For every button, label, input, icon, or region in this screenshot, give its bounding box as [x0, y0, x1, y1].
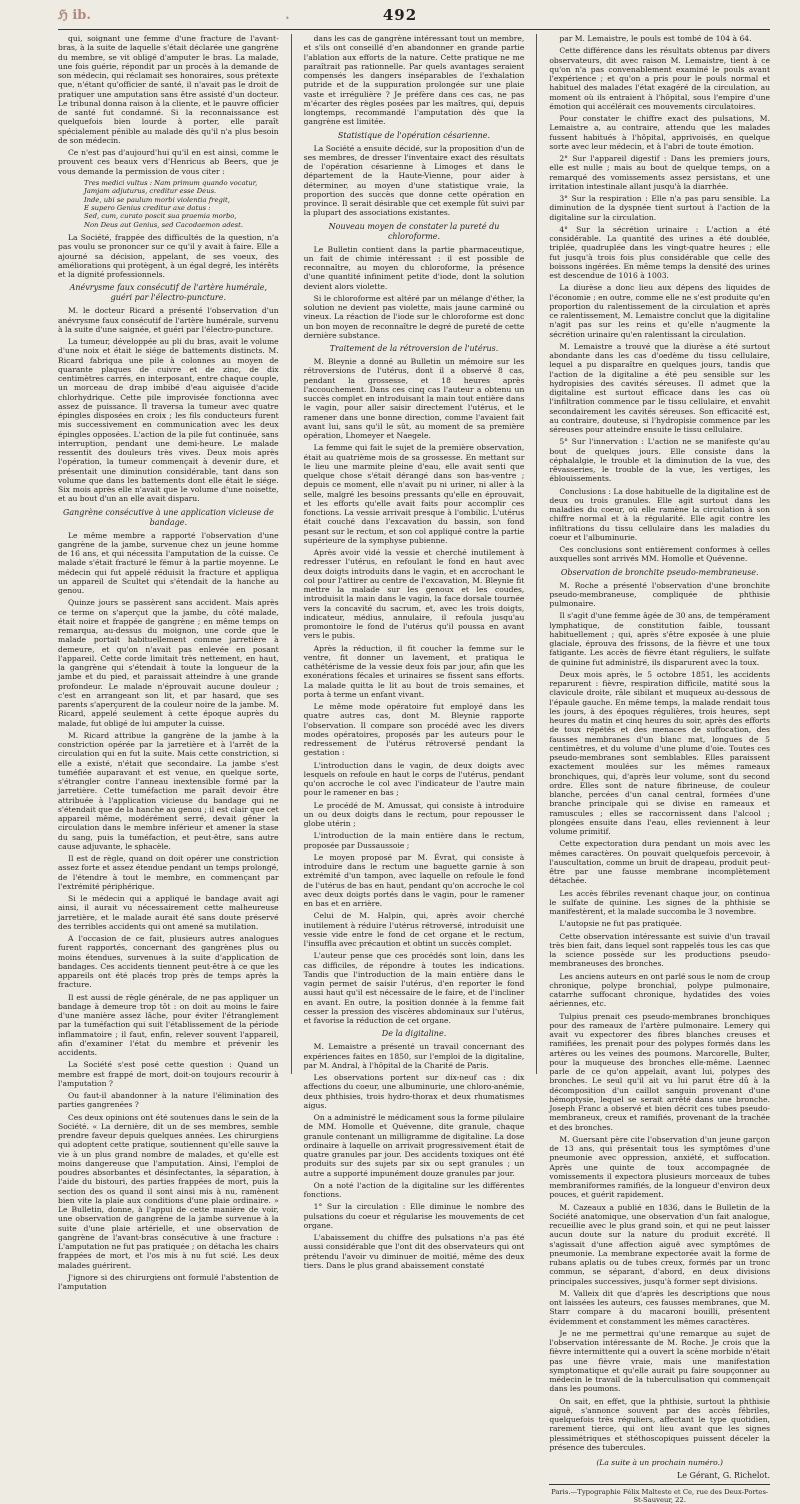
section-heading: Statistique de l'opération césarienne. [337, 130, 491, 140]
paragraph: Après avoir vidé la vessie et cherché inutilement à redresser l'utérus, en refoulant le fond en haut avec deux doigts introduits dans le vagin, et en accrochant le col pour l'attirer au centre de l'excavation, M. Bleynie fit mettre la malade sur les genoux et les coudes, introduisit la main dans le vagin, la face dorsale tournée vers la concavité du sacrum, et, avec les trois doigts, indicateur, médius, annulaire, il refoula jusqu'au promontoire le fond de l'utérus qu'il poussa en avant vers le pubis. [303, 548, 525, 641]
paragraph: Quinze jours se passèrent sans accident. Mais après ce terme on s'aperçut que la jambe, du côté malade, était noire et frappée de gangrène ; en même temps on remarqua, au-dessus du moignon, une corde que le malade portait habituellement comme jarretière à demeure, et qu'on n'avait pas enlevée en posant l'appareil. Cette corde limitait très nettement, en haut, la gangrène qui s'étendait à toute la longueur de la jambe et du pied, et paraissait atteindre à une grande profondeur. Le malade n'éprouvait aucune douleur ; c'est en arrangeant son lit, et par hasard, que ses parents s'aperçurent de la couleur noire de la jambe. M. Ricard, appelé seulement à cette époque auprès du malade, fut obligé de lui amputer la cuisse. [58, 598, 279, 728]
paragraph: Pour constater le chiffre exact des pulsations, M. Lemaistre a, au contraire, attendu que les malades fussent habitués à l'hôpital, apprivoisés, en quelque sorte avec leur médecin, et à l'abri de toute émotion. [549, 114, 771, 151]
paragraph: La diurèse a donc lieu aux dépens des liquides de l'économie ; en outre, comme elle ne s'est produite qu'en proportion du ralentissement de la circulation et après ce ralentissement, M. Lemaistre conclut que la digitaline n'agit pas sur les reins et qu'elle n'augmente la sécrétion urinaire qu'en ralentissant la circulation. [549, 283, 771, 339]
paragraph: A l'occasion de ce fait, plusieurs autres analogues furent rapportés, concernant des gangrènes plus ou moins étendues, survenues à la suite d'application de bandages. Ces accidents tiennent peut-être à ce que les appareils ont été placés trop près de temps après la fracture. [58, 934, 279, 990]
printer-line: Paris.—Typographie Félix Malteste et Ce, rue des Deux-Portes-St-Sauveur, 22. [551, 1488, 769, 1504]
paragraph: qui, soignant une femme d'une fracture de l'avant-bras, à la suite de laquelle s'était déclarée une gangrène du membre, se vit obligé d'amputer le bras. La malade, une fois guérie, répondit par un procès à la demande de son médecin, qui réclamait ses honoraires, sous prétexte que, n'étant qu'officier de santé, il n'avait pas le droit de pratiquer une amputation sans être assisté d'un docteur. Le tribunal donna raison à la cliente, et le pauvre officier de santé fut condamné. Si la reconnaissance est quelquefois bien lourde à porter, elle paraît spécialement pénible au malade dès qu'il n'a plus besoin de son médecin. [58, 34, 279, 145]
verse-line: Inde, ubi se paulum morbi violentia fregit, [84, 195, 230, 204]
latin-verse [84, 179, 279, 229]
column-2 [303, 34, 525, 1270]
paragraph: Le procédé de M. Amussat, qui consiste à introduire un ou deux doigts dans le rectum, pour repousser le globe utérin ; [303, 800, 525, 828]
paragraph: 5° Sur l'innervation : L'action ne se manifeste qu'au bout de quelques jours. Elle consiste dans la céphalalgie, le trouble et la diminution de la vue, des rêvasseries, le trouble de la vue, les vertiges, les éblouissements. [549, 437, 771, 484]
paragraph: 3° Sur la respiration : Elle n'a pas paru sensible. La diminution de la dyspnée tient surtout à l'action de la digitaline sur la circulation. [549, 194, 771, 222]
paragraph: M. Guersant père cite l'observation d'un jeune garçon de 13 ans, qui présentait tous les symptômes d'une pneumonie avec oppression, anxiété, et suffocation. Après une quinte de toux accompagnée de vomissements il expectora plusieurs morceaux de tubes membraniformes ramifiés, de la longueur d'environ deux pouces, et guérit rapidement. [549, 1134, 771, 1200]
paragraph: La tumeur, développée au pli du bras, avait le volume d'une noix et était le siége de battements distincts. M. Ricard fabriqua une pile à colonnes au moyen de quarante plaques de cuivre et de zinc, de dix centimètres carrés, en interposant, entre chaque couple, un morceau de drap imbibé d'eau aiguisée d'acide chlorhydrique. Cette pile improvisée fonctionna avec assez de puissance. Il traversa la tumeur avec quatre épingles disposées en croix ; les fils conducteurs furent mis successivement en communication avec les deux épingles opposées. L'action de la pile fut continuée, sans interruption, pendant une demi-heure. Le malade ressentit des douleurs très vives. Deux mois après l'opération, la tumeur commençait à devenir dure, et présentait une diminution considérable, tant dans son volume que dans les battements dont elle était le siége. Six mois après elle n'avait que le volume d'une noisette, et au bout d'un an elle avait disparu. [58, 337, 279, 504]
paragraph: Il s'agit d'une femme âgée de 30 ans, de tempérament lymphatique, de constitution faible, toussant habituellement ; qui, après s'être exposée à une pluie glaciale, éprouva des frissons, de la fièvre et une toux fatigante. Les accès de fièvre étant réguliers, le sulfate de quinine fut administré, ils disparurent avec la toux. [549, 611, 771, 667]
paragraph: Il est aussi de règle générale, de ne pas appliquer un bandage à demeure trop tôt : on doit au moins le faire d'une manière assez lâche, pour éviter l'étranglement par la tuméfaction qui suit l'établissement de la période inflammatoire ; il faut, enfin, relever souvent l'appareil, afin d'examiner l'état du membre et prévenir les accidents. [58, 992, 279, 1058]
paragraph: Les observations portent sur dix-neuf cas : dix affections du coeur, une albuminurie, une chloro-anémie, deux phthisies, trois hydro-thorax et deux rhumatismes aigus. [303, 1073, 525, 1110]
section-heading: Observation de bronchite pseudo-membraneuse. [560, 567, 759, 577]
paragraph: La Société a ensuite décidé, sur la proposition d'un de ses membres, de dresser l'inventaire exact des résultats de l'opération césarienne à Limoges et dans le département de la Haute-Vienne, pour aider à déterminer, au moyen d'une statistique vraie, la proportion des succès que donne cette opération en province. Il serait désirable que cet exemple fût suivi par la plupart des associations existantes. [303, 143, 525, 218]
paragraph: Cette différence dans les résultats obtenus par divers observateurs, dit avec raison M. Lemaistre, tient à ce qu'on n'a pas convenablement examiné le pouls avant l'expérience ; et qu'on a pris pour le pouls normal et habituel des malades l'état exagéré de la circulation, au moment où ils entraient à l'hôpital, sous l'empire d'une émotion qui accélérait ces mouvements circulatoires. [549, 46, 771, 111]
paragraph: L'introduction de la main entière dans le rectum, proposée par Dussaussoie ; [303, 831, 525, 850]
paragraph: L'introduction dans le vagin, de deux doigts avec lesquels on refoule en haut le corps de l'utérus, pendant qu'on accroche le col avec l'indicateur de l'autre main pour le ramener en bas ; [303, 760, 525, 798]
section-heading: De la digitaline. [381, 1029, 447, 1039]
library-stamp: ℌ ib. [58, 8, 91, 23]
header-mark: • [285, 14, 290, 23]
paragraph: Ces conclusions sont entièrement conformes à celles auxquelles sont arrivés MM. Homolle et Quévenne. [549, 545, 771, 564]
verse-line: Jamjam adjuturus, creditur esse Deus. [84, 187, 217, 196]
verse-line: Non Deus aut Genius, sed Cacodaemon adest. [84, 220, 244, 229]
verse-line: Tres medici vultus : Nam primum quando vocatur, [84, 178, 258, 187]
paragraph: Cette expectoration dura pendant un mois avec les mêmes caractères. On pouvait quelquefois percevoir, à l'auscultation, comme un bruit de drapeau, produit peut-être par une fausse membrane incomplètement détachée. [549, 839, 771, 886]
paragraph: Celui de M. Halpin, qui, après avoir cherché inutilement à réduire l'utérus rétroversé, introduisit une vessie vide entre le fond de cet organe et le rectum, l'insuffla avec précaution et obtint un succès complet. [303, 911, 525, 948]
verse-line: Sed, cum, curato poscit sua praemia morbo, [84, 212, 237, 221]
paragraph: M. Roche a présenté l'observation d'une bronchite pseudo-membraneuse, compliquée de phthisie pulmonaire. [549, 580, 771, 608]
paragraph: M. le docteur Ricard a présenté l'observation d'un anévrysme faux consécutif de l'artère humérale, survenu à la suite d'une saignée, et guéri par l'électro-puncture. [58, 306, 279, 334]
paragraph: 4° Sur la sécrétion urinaire : L'action a été considérable. La quantité des urines a été doublée, triplée, quadruplée dans les vingt-quatre heures ; elle fut jusqu'à trois fois plus considérable que celle des boissons ingérées. En même temps la densité des urines est descendue de 1016 à 1003. [549, 224, 771, 280]
paragraph: Deux mois après, le 5 octobre 1851, les accidents reparurent : fièvre, respiration difficile, matité sous la clavicule droite, râle sibilant et muqueux au-dessous de l'épaule gauche. En même temps, la malade rendait tous les jours, à des époques régulières, trois heures, sept heures du matin et cinq heures du soir, après des efforts de toux répétés et des menaces de suffocation, des fausses membranes d'un blanc mat, longues de 5 centimètres, et du volume d'une plume d'oie. Toutes ces pseudo-membranes sont semblables. Elles paraissent exactement moulées sur les mêmes rameaux bronchiques, qui, d'après leur volume, sont du second ordre. Elles sont de nature fibrineuse, de couleur blanche, percées d'un canal central, formées d'une branche principale qui se divise en rameaux et ramuscules ; elles se raccornissent dans l'alcool ; plongées ensuite dans l'eau, elles reviennent à leur volume primitif. [549, 669, 771, 836]
paragraph: Si le médecin qui a appliqué le bandage avait agi ainsi, il aurait vu nécessairement cette malheureuse jarretière, et le malade aurait été sans doute préservé des terribles accidents qui ont amené sa mutilation. [58, 894, 279, 931]
paragraph: 2° Sur l'appareil digestif : Dans les premiers jours, elle est nulle ; mais au bout de quelque temps, on a remarqué des vomissements assez persistans, et une irritation intestinale allant jusqu'à la diarrhée. [549, 154, 771, 191]
continuation-note: (La suite à un prochain numéro.) [596, 1458, 723, 1467]
paragraph: M. Lemaistre a présenté un travail concernant des expériences faites en 1850, sur l'emploi de la digitaline, par M. Andral, à l'hôpital de la Charité de Paris. [303, 1042, 525, 1070]
manager-signature: Le Gérant, G. Richelot. [676, 1471, 771, 1480]
paragraph: M. Ricard attribue la gangrène de la jambe à la constriction opérée par la jarretière et à l'arrêt de la circulation qui en fut la suite. Mais cette constriction, si elle a existé, n'était que secondaire. La jambe s'est tuméfiée auparavant et est venue, en quelque sorte, s'étrangler contre l'anneau inextensible formé par la jarretière. Cette tuméfaction me paraît devoir être attribuée à l'application vicieuse du bandage qui ne s'étendait que de la hanche au genou ; il est clair que cet appareil même, modérément serré, devait gêner la circulation dans le membre inférieur et amener la stase du sang, puis la tuméfaction, et peut-être, sans autre cause adjuvante, le sphacèle. [58, 730, 279, 851]
paragraph: Conclusions : La dose habituelle de la digitaline est de deux ou trois granules. Elle agit surtout dans les maladies du coeur, où elle ramène la circulation à son chiffre normal et à la régularité. Elle agit contre les infiltrations du tissu cellulaire dans les maladies du coeur et l'albuminurie. [549, 486, 771, 542]
column-divider [291, 34, 292, 1074]
paragraph: Après la réduction, il fit coucher la femme sur le ventre, fit donner un lavement, et pratiqua le cathétérisme de la vessie deux fois par jour, afin que les exonérations fécales et urinaires se fissent sans efforts. La malade quitta le lit au bout de trois semaines, et porta à terme un enfant vivant. [303, 643, 525, 699]
paragraph: Cette observation intéressante est suivie d'un travail très bien fait, dans lequel sont rappelés tous les cas que la science possède sur les productions pseudo-membraneuses des bronches. [549, 931, 771, 969]
header-rule [58, 29, 770, 30]
paragraph: La femme qui fait le sujet de la première observation, était au quatrième mois de sa grossesse. En mettant sur le lieu une marmite pleine d'eau, elle avait senti que quelque chose s'était dérangé dans son bas-ventre ; depuis ce moment, elle n'avait pu ni uriner, ni aller à la selle, malgré les besoins pressants qu'elle en éprouvait, et les efforts qu'elle avait faits pour accomplir ces fonctions. La vessie arrivait presque à l'ombilic. L'utérus était couché dans l'excavation du bassin, son fond pesant sur le rectum, et son col appliqué contre la partie supérieure de la symphyse pubienne. [303, 443, 525, 545]
paragraph: M. Valleix dit que d'après les descriptions que nous ont laissées les auteurs, ces fausses membranes, que M. Starr compare à du macaroni bouilli, présentent évidemment et constamment les mêmes caractères. [549, 1288, 771, 1326]
paragraph: J'ignore si des chirurgiens ont formulé l'abstention de l'amputation [58, 1272, 279, 1292]
section-heading: Gangrène consécutive à une application vicieuse de bandage. [62, 507, 274, 527]
verse-line: E supero Genius creditur axe datus : [84, 203, 211, 212]
paragraph: Le même mode opératoire fut employé dans les quatre autres cas, dont M. Bleynie rapporte l'observation. Il compare son procédé avec les divers modes opératoires, proposés par les auteurs pour le redressement de l'utérus rétroversé pendant la gestation : [303, 702, 525, 758]
paragraph: Ces deux opinions ont été soutenues dans le sein de la Société. « La dernière, dit un de ses membres, semble prendre faveur depuis quelques années. Les chirurgiens qui adoptent cette pratique, soutiennent qu'elle sauve la vie à un plus grand nombre de malades, et qu'elle est moins dangereuse que l'amputation. Ainsi, l'emploi de poudres absorbantes et désinfectantes, la séparation, à l'aide du bistouri, des parties frappées de mort, puis la section des os quand il sont ainsi mis à nu, ramènent bien vite la plaie aux conditions d'une plaie ordinaire. » Le Bulletin, donne, à l'appui de cette manière de voir, une observation de gangrène de la jambe survenue à la suite d'une plaie artérielle, et une observation de gangrène de l'avant-bras consécutive à une fracture : L'amputation ne fut pas pratiquée ; on détacha les chairs frappées de mort, et l'os mis à nu fut scié. Les deux malades guérirent. [58, 1112, 279, 1270]
paragraph: Je ne me permettrai qu'une remarque au sujet de l'observation intéressante de M. Roche. Je crois que la fièvre intermittente qui a ouvert la scène morbide n'était pas une fièvre vraie, mais une manifestation symptomatique et qu'elle aurait pu faire soupçonner au médecin le travail de la tuberculisation qui commençait dans les poumons. [549, 1328, 771, 1394]
paragraph: L'abaissement du chiffre des pulsations n'a pas été aussi considérable que l'ont dit des observateurs qui ont prétendu l'avoir vu diminuer de moitié, même des deux tiers. Dans le plus grand abaissement constaté [303, 1233, 525, 1270]
paragraph: dans les cas de gangrène intéressant tout un membre, et s'ils ont conseillé d'en abandonner en grande partie l'ablation aux efforts de la nature. Cette pratique ne me paraîtrait pas rationnelle. Par quels avantages seraient compensés les dangers inséparables de l'exhalation putride et de la suppuration prolongée sur une plaie vaste et irrégulière ? Je préfère dans ces cas, ne pas m'écarter des règles posées par les maîtres, qui, depuis longtemps, recommandé l'amputation dès que la gangrène est limitée. [303, 34, 525, 127]
paragraph: Le moyen proposé par M. Évrat, qui consiste à introduire dans le rectum une baguette garnie à son extrémité d'un tampon, avec laquelle on refoule le fond de l'utérus de bas en haut, pendant qu'on accroche le col avec deux doigts portés dans le vagin, pour le ramener en bas et en arrière. [303, 852, 525, 908]
paragraph: 1° Sur la circulation : Elle diminue le nombre des pulsations du coeur et régularise les mouvements de cet organe. [303, 1202, 525, 1230]
column-3 [549, 34, 771, 1504]
paragraph: Tulpius prenait ces pseudo-membranes bronchiques pour des rameaux de l'artère pulmonaire. Lemery qui avait vu expectorer des fibres blanches creuses et ramifiées, les prenait pour des polypes formés dans les artères ou les veines des poumons. Marcorelle, Bulter, pour la muqueuse des bronches elle-même. Laennec parle de ce qu'on appelait, avant lui, polypes des bronches. Le seul qu'il ait vu lui parut être dû à la décomposition d'un caillot sanguin provenant d'une hémoptysie, lequel se serait arrêté dans une bronche. Joseph Franc a observé et bien décrit ces tubes pseudo-membraneux, creux et ramifiés, provenant de la trachée et des bronches. [549, 1011, 771, 1132]
paragraph: On a noté l'action de la digitaline sur les différentes fonctions. [303, 1180, 525, 1199]
page-number: 492 [382, 6, 418, 24]
paragraph: M. Bleynie a donné au Bulletin un mémoire sur les rétroversions de l'utérus, dont il a observé 8 cas, pendant la grossesse, et 18 heures après l'accouchement. Dans ces cinq cas l'auteur a obtenu un succès complet en introduisant la main tout entière dans le vagin, pour aller saisir directement l'utérus, et le ramener dans une bonne direction, comme l'avaient fait avant lui, sans qu'il le sût, au moment de sa première opération, Lhomeyer et Naegele. [303, 357, 525, 440]
paragraph: par M. Lemaistre, le pouls est tombé de 104 à 64. [559, 34, 752, 43]
paragraph: Le Bulletin contient dans la partie pharmaceutique, un fait de chimie intéressant : il est possible de reconnaître, au moyen du chloroforme, la présence d'une quantité infiniment petite d'iode, dont la solution devient alors violette. [303, 244, 525, 291]
column-1 [58, 34, 279, 1292]
paragraph: On sait, en effet, que la phthisie, surtout la phthisie aiguë, s'annonce souvent par des accès fébriles, quelquefois très réguliers, affectant le type quotidien, rarement tierce, qui ont lieu avant que les signes plessimétriques et stéthoscopiques puissent déceler la présence des tubercules. [549, 1396, 771, 1452]
text-columns [58, 34, 771, 1504]
paragraph: Les anciens auteurs en ont parlé sous le nom de croup chronique, polype bronchial, polype pulmonaire, catarrhe suffocant chronique, hydatides des voies aériennes, etc. [549, 971, 771, 1009]
paragraph: L'auteur pense que ces procédés sont loin, dans les cas difficiles, de répondre à toutes les indications. Tandis que l'introduction de la main entière dans le vagin permet de saisir l'utérus, d'en reporter le fond aussi haut qu'il est nécessaire de le faire, et de l'incliner en avant. En outre, la position donnée à la femme fait cesser la pression des viscères abdominaux sur l'utérus, et favorise la réduction de cet organe. [303, 951, 525, 1025]
paragraph: M. Cazeaux a publié en 1836, dans le Bulletin de la Société anatomique, une observation d'un fait analogue, recueillie avec le plus grand soin, et qui ne peut laisser aucun doute sur la nature du produit excrété. Il s'agissait d'une affection aiguë avec symptômes de pneumonie. La membrane expectorée avait la forme de rubans aplatis ou de tubes creux, formés par un tronc commun, se séparant, d'abord, en deux divisions principales successives, jusqu'à former sept divisions. [549, 1202, 771, 1286]
paragraph: M. Lemaistre a trouvé que la diurèse a été surtout abondante dans les cas d'oedème du tissu cellulaire, lequel a pu disparaître en quelques jours, tandis que l'action de la digitaline a été peu sensible sur les hydropisies des cavités séreuses. Il admet que la digitaline est surtout efficace dans les cas où l'infiltration commence par le tissu cellulaire, et envahit secondairement les cavités séreuses. Son efficacité est, au contraire, douteuse, si l'hydropisie commence par les séreuses pour atteindre ensuite le tissu cellulaire. [549, 341, 771, 434]
paragraph: Les accès fébriles revenant chaque jour, on continua le sulfate de quinine. Les signes de la phthisie se manifestèrent, et la malade succomba le 3 novembre. [549, 888, 771, 916]
paragraph: Il est de règle, quand on doit opérer une constriction assez forte et assez étendue pendant un temps prolongé, de l'étendre à tout le membre, en commençant par l'extrémité périphérique. [58, 854, 279, 891]
paragraph: La Société s'est posé cette question : Quand un membre est frappé de mort, doit-on toujours recourir à l'amputation ? [58, 1060, 279, 1088]
column-divider [536, 34, 537, 1074]
section-heading: Traitement de la rétroversion de l'utérus. [329, 344, 499, 353]
page-header [0, 6, 800, 30]
paragraph: Le même membre a rapporté l'observation d'une gangrène de la jambe, survenue chez un jeune homme de 16 ans, et qui nécessita l'amputation de la cuisse. Ce malade s'était fracturé le fémur à la partie moyenne. Le médecin qui fut appelé réduisit la fracture et appliqua un appareil de Scultet qui s'étendait de la hanche au genou. [58, 530, 279, 596]
paragraph: La Société, frappée des difficultés de la question, n'a pas voulu se prononcer sur ce qu'il y avait à faire. Elle a ajourné sa décision, appelant, de ses voeux, des améliorations qui protègent, à un égal degré, les intérêts et la dignité professionnels. [58, 233, 279, 280]
paragraph: On a administré le médicament sous la forme pilulaire de MM. Homolle et Quévenne, dite granule, chaque granule contenant un milligramme de digitaline. La dose ordinaire à laquelle on arrivait progressivement était de quatre granules par jour. Des accidents toxiques ont été produits sur des sujets par six ou sept granules ; un autre a supporté impunément douze granules par jour. [303, 1113, 525, 1178]
paragraph: L'autopsie ne fut pas pratiquée. [559, 919, 682, 929]
paragraph: Ou faut-il abandonner à la nature l'élimination des parties gangrenées ? [58, 1091, 279, 1110]
paragraph: Ce n'est pas d'aujourd'hui qu'il en est ainsi, comme le prouvent ces beaux vers d'Henricus ab Beers, que je vous demande la permission de vous citer : [58, 148, 279, 176]
section-heading: Nouveau moyen de constater la pureté du chloroforme. [328, 221, 500, 241]
paragraph: Si le chloroforme est altéré par un mélange d'éther, la solution ne devient pas violette, mais jaune carminé ou vineux. La réaction de l'iode sur le chloroforme est donc un bon moyen de reconnaître le degré de pureté de cette dernière substance. [303, 293, 525, 340]
footer-rule [549, 1484, 770, 1485]
section-heading: Anévrysme faux consécutif de l'artère humérale, guéri par l'électro-puncture. [69, 283, 268, 303]
